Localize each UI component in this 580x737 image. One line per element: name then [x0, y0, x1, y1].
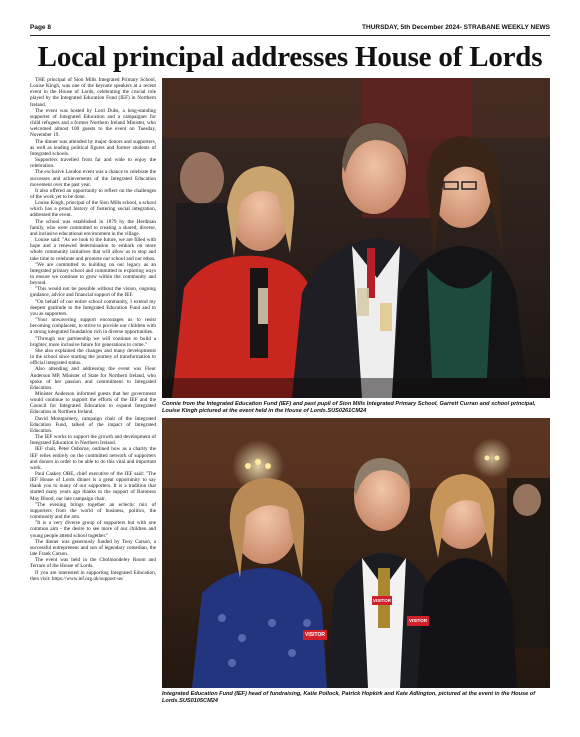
article-paragraph: The dinner was generously funded by Tony Carson, a successful entrepreneur and son of legendary comedian, the late Frank Carson. — [30, 538, 156, 558]
article-paragraph: The event was held in the Cholmondeley Room and Terrace of the House of Lords. — [30, 557, 156, 570]
article-paragraph: IEF chair, Peter Osborne, outlined how as a charity the IEF relies entirely on the committed network of supporters and donors in order to be able to do this vital and important work. — [30, 446, 156, 471]
article-paragraph: Minister Anderson informed guests that her government would continue to support the efforts of the IEF and the Council for Integrated Education to expand Integrated Education in Northern Ireland. — [30, 390, 156, 416]
article-paragraph: Louise Kingh, principal of the Sion Mills school, a school which has a proud history of fostering social integration, addressed the event. — [30, 200, 156, 219]
article-paragraph: The school was established in 1879 by the Herdman family, who were committed to creating a shared, diverse, and inclusive educational environment in the village. — [30, 218, 156, 237]
article-paragraph: Louise said: "As we look to the future, we are filled with hope and a renewed determination to embark on more whole community initiatives that will allow us to stop and take time to celebrate and promote our school and our ethos. — [30, 237, 156, 262]
photo-bottom-illustration — [162, 418, 550, 688]
article-paragraph: The event was hosted by Lord Dubs, a long-standing supporter of Integrated Education and a campaigner for child refugees and a former Northern Ireland Minister, who welcomed almost 100 guests to the event on Tuesday, November 19. — [30, 107, 156, 139]
photo-top — [162, 78, 550, 398]
article-paragraph: "On behalf of our entire school community, I extend my deepest gratitude to the Integrated Education Fund and to you as supporters. — [30, 298, 156, 317]
headline: Local principal addresses House of Lords — [37, 41, 543, 73]
page-number: Page 8 — [30, 24, 51, 31]
article-paragraph: Also attending and addressing the event was Fleur Anderson MP, Minister of State for Northern Ireland, who spoke of her passion and commitment to Integrated Education. — [30, 366, 156, 391]
article-paragraph: "Through our partnership we will continue to build a brighter, more inclusive future for generations to come." — [30, 335, 156, 348]
visitor-badge: VISITOR — [407, 616, 429, 626]
article-paragraph: "We are committed to building on our legacy as an Integrated primary school and committed to exploring ways to ensure we continue to grow within the community and beyond. — [30, 261, 156, 287]
article-paragraph: Paul Caskey OBE, chief executive of the IEF said: "The IEF House of Lords dinner is a great opportunity to say thank you to many of our supporters. It is a tradition that started many years ago thanks to the support of Baroness May Blood, our late campaign chair. — [30, 471, 156, 502]
article-paragraph: The exclusive London event was a chance to celebrate the successes and achievements of the Integrated Education movement over the past year. — [30, 169, 156, 188]
article-paragraph: "It is a very diverse group of supporters but with one common aim - the desire to see more of our children and young people attend school together." — [30, 520, 156, 539]
article-paragraph: The IEF works to support the growth and development of Integrated Education in Northern Ireland. — [30, 434, 156, 447]
photo-top-illustration — [162, 78, 550, 398]
article-paragraph: The dinner was attended by major donors and supporters, as well as leading political figures and former students of Integrated schools. — [30, 138, 156, 157]
article-paragraph: Supporters travelled from far and wide to enjoy the celebration. — [30, 157, 156, 170]
photo-bottom — [162, 418, 550, 688]
visitor-badge: VISITOR — [373, 598, 391, 603]
article-paragraph: She also explained the changes and many developments in the school since starting the journey of transformation to official integrated status. — [30, 347, 156, 367]
article-paragraph: If you are interested in supporting Integrated Education, then visit: https://www.ief.org.uk/support-us/ — [30, 569, 156, 582]
article-paragraph: "This would not be possible without the vision, ongoing guidance, advice and financial support of the IEF. — [30, 286, 156, 299]
article-body — [30, 77, 156, 727]
visitor-badge: VISITOR — [303, 630, 327, 640]
article-paragraph: THE principal of Sion Mills Integrated Primary School, Louise Kingh, was one of the keynote speakers at a recent event in the House of Lords, celebrating the crucial role played by the Integrated Education Fund (IEF) in Northern Ireland. — [30, 77, 156, 108]
photo-bottom-caption: Integrated Education Fund (IEF) head of fundraising, Katie Pollock, Patrick Hopkirk and Kate Adlington, pictured at the event in the House of Lords.SUS0105CM24 — [162, 691, 536, 704]
article-paragraph: David Montgomery, campaign chair of the Integrated Education Fund, talked of the impact of Integrated Education. — [30, 415, 156, 434]
article-paragraph: "Your unwavering support encourages us to resist becoming complacent, to strive to provide our children with a strong integrated foundation rich in diverse opportunities. — [30, 317, 156, 336]
article-paragraph: "The evening brings together an eclectic mix of supporters from the world of business, politics, the community and the arts. — [30, 501, 156, 521]
article-paragraph: It also offered an opportunity to reflect on the challenges of the work yet to be done. — [30, 187, 156, 200]
header-rule — [30, 35, 550, 36]
photo-top-caption: Connie from the Integrated Education Fund (IEF) and past pupil of Sion Mills Integrated Primary School, Garrett Curran and school principal, Louise Kingh pictured at the event held in the House of Lords.SUS0261CM24 — [162, 401, 536, 414]
dateline: THURSDAY, 5th December 2024- STRABANE WEEKLY NEWS — [362, 24, 550, 31]
